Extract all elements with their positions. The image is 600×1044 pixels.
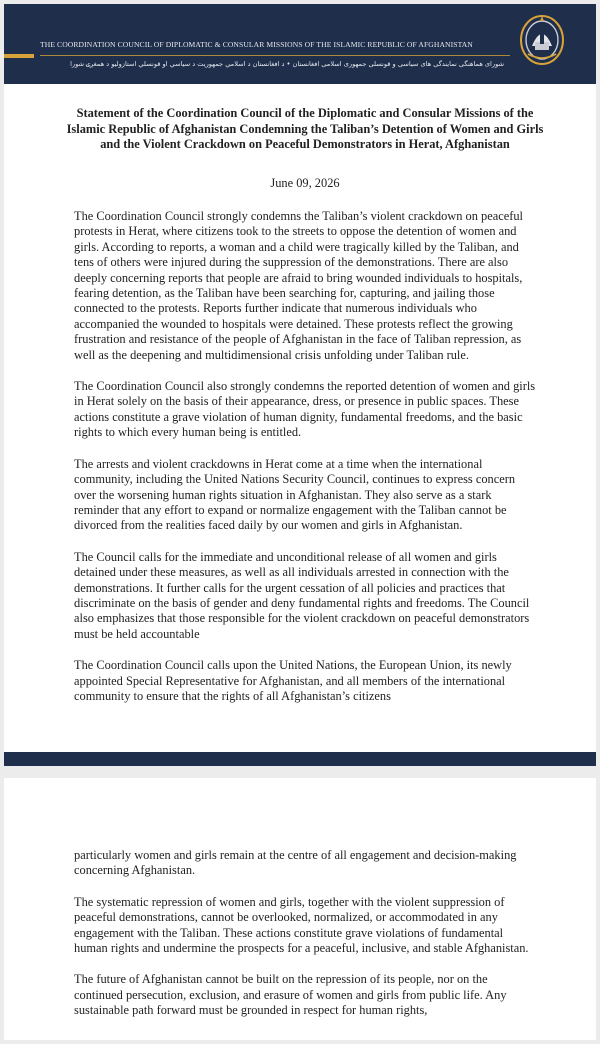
page-footer-bar	[4, 752, 596, 766]
paragraph: particularly women and girls remain at the centre of all engagement and decision-making concerning Afghanistan.	[74, 848, 517, 878]
paragraph: The Coordination Council calls upon the United Nations, the European Union, its newly appointed Special Representative for Afghanistan, and all members of the international community to ensure that the rights of all Afghanistan’s citizens	[74, 658, 512, 703]
paragraph: The future of Afghanistan cannot be built on the repression of its people, nor on the continued persecution, exclusion, and erasure of women and girls from public life. Any sustainable path forward must be grounded in respect for human rights,	[74, 972, 507, 1018]
paragraph: The Council calls for the immediate and unconditional release of all women and girls detained under these measures, as well as all individuals arrested in connection with the demonstrations. It further calls for the urgent cessation of all policies and practices that discriminate on the basis of gender and deny fundamental rights and freedoms. The Council also emphasizes that those responsible for the violent crackdown on peaceful demonstrators must be held accountable	[74, 549, 530, 641]
document-page-1	[4, 4, 596, 766]
afghanistan-emblem-icon	[518, 12, 566, 66]
paragraph: The arrests and violent crackdowns in Herat come at a time when the international community, including the United Nations Security Council, continues to express concern over the worsening human rights situation in Afghanistan. They also serve as a stark reminder that any effort to expand or normalize engagement with the Taliban cannot be divorced from the realities faced daily by our women and girls in Afghanistan.	[74, 456, 516, 533]
statement-title: Statement of the Coordination Council of the Diplomatic and Consular Missions of the Islamic Republic of Afghanistan Condemning the Taliban’s Detention of Women and Girls and the Violent Crackdown on Peaceful Demonstrators in Herat, Afghanistan	[66, 106, 544, 152]
paragraph: The systematic repression of women and girls, together with the violent suppression of peaceful demonstrations, cannot be overlooked, normalized, or accommodated in any engagement with the Taliban. These actions constitute grave violations of fundamental human rights and undermine the prospects for a peaceful, inclusive, and stable Afghanistan.	[74, 894, 529, 956]
statement-date: June 09, 2026	[270, 176, 340, 190]
letterhead-divider	[40, 55, 510, 56]
paragraph: The Coordination Council strongly condemns the Taliban’s violent crackdown on peaceful protests in Herat, where citizens took to the streets to oppose the detention of women and girls. According to reports, a woman and a child were tragically killed by the Taliban, and tens of others were injured during the suppression of the demonstrations. There are also deeply concerning reports that people are afraid to bring wounded individuals to hospitals, fearing detention, as the Taliban have been searching for, capturing, and jailing those connected to the protests. Reports further indicate that numerous individuals who accompanied the wounded to hospitals were detained. These protests reflect the growing frustration and resistance of the people of Afghanistan in the face of Taliban repression, as well as the deepening and multidimensional crisis unfolding under Taliban rule.	[74, 209, 523, 362]
document-page-2	[4, 778, 596, 1040]
letterhead	[4, 4, 596, 84]
letterhead-accent-bar	[4, 54, 34, 58]
paragraph: The Coordination Council also strongly condemns the reported detention of women and girls in Herat solely on the basis of their appearance, dress, or presence in public spaces. These actions constitute a grave violation of human dignity, fundamental freedoms, and the basic rights to which every human being is entitled.	[74, 379, 536, 440]
council-name-persian-pashto: شورای هماهنگی نمایندگی های سیاسی و قونسلی جمهوری اسلامی افغانستان • د افغانستان د اسلامي جمهوریت د سیاسي او قونسلي استازولیو د همغږۍ شورا	[70, 60, 504, 68]
council-name-english: THE COORDINATION COUNCIL OF DIPLOMATIC & CONSULAR MISSIONS OF THE ISLAMIC REPUBLIC OF AFGHANISTAN	[40, 40, 473, 49]
page-2-body	[74, 848, 538, 1035]
page-1-body	[74, 209, 538, 720]
